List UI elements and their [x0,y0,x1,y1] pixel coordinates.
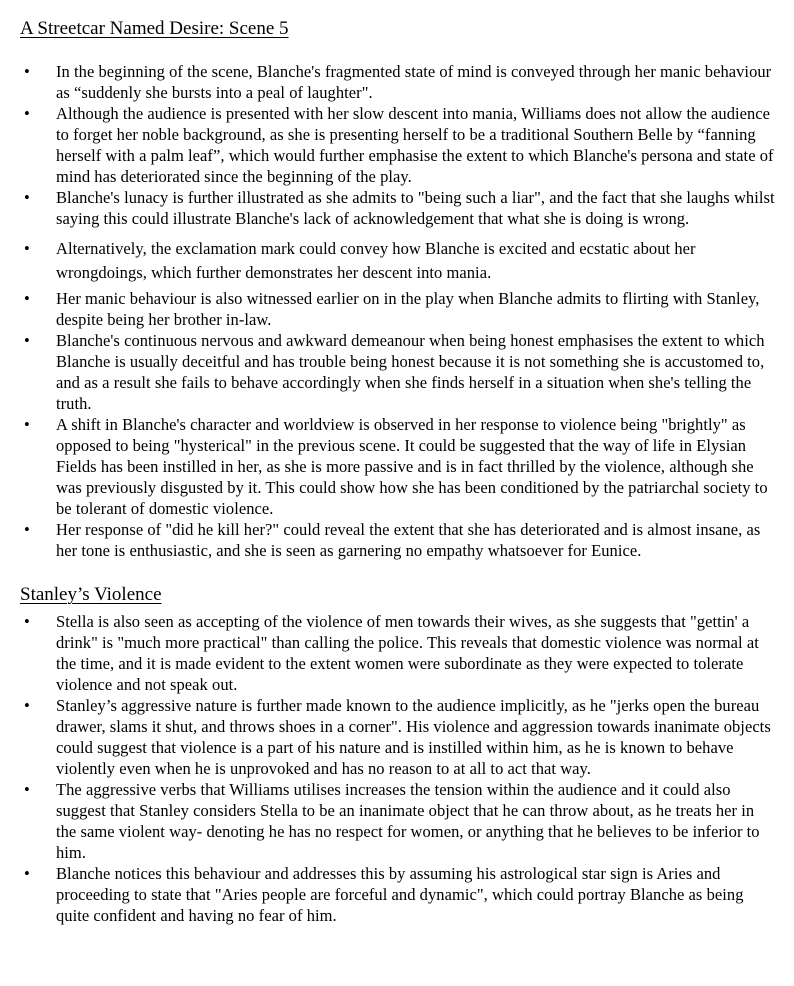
bullet-text: Blanche notices this behaviour and addresses this by assuming his astrological star sign is Aries and proceeding to state that "Aries people are forceful and dynamic", which could portray Blanche as being quite confident and having no fear of him. [56,864,744,925]
bullet-glyph: • [24,520,30,539]
bullet-item [20,187,777,229]
bullet-text: In the beginning of the scene, Blanche's fragmented state of mind is conveyed through her manic behaviour as “suddenly she bursts into a peal of laughter". [56,62,772,102]
bullet-item [20,330,777,414]
bullet-glyph: • [24,696,30,715]
bullet-text: Blanche's continuous nervous and awkward demeanour when being honest emphasises the extent to which Blanche is usually deceitful and has trouble being honest because it is not something she is accustomed to, and as a result she fails to behave accordingly when she finds herself in a situation when she's telling the truth. [56,331,765,413]
bullet-item [20,695,777,779]
bullet-glyph: • [24,62,30,81]
bullet-glyph: • [24,331,30,350]
bullet-text: Although the audience is presented with her slow descent into mania, Williams does not allow the audience to forget her noble background, as she is presenting herself to be a traditional Southern Belle by “fanning herself with a palm leaf”, which would further emphasise the extent to which Blanche's persona and state of mind has deteriorated since the beginning of the play. [56,104,774,186]
bullet-item [20,779,777,863]
bullet-text: Alternatively, the exclamation mark could convey how Blanche is excited and ecstatic about her wrongdoings, which further demonstrates her descent into mania. [56,239,696,282]
bullet-text: Her response of "did he kill her?" could reveal the extent that she has deteriorated and is almost insane, as her tone is enthusiastic, and she is seen as garnering no empathy whatsoever for Eunice. [56,520,761,560]
bullet-item [20,863,777,926]
section-title-stanleys-violence: Stanley’s Violence [20,584,162,605]
bullet-text: Stella is also seen as accepting of the violence of men towards their wives, as she suggests that "gettin' a drink" is "much more practical" than calling the police. This reveals that domestic violence was normal at the time, and it is made evident to the extent women were subordinate as they were expected to tolerate violence and not speak out. [56,612,759,694]
bullet-glyph: • [24,188,30,207]
bullet-list-stanleys-violence [20,611,777,926]
bullet-item [20,103,777,187]
bullet-text: A shift in Blanche's character and worldview is observed in her response to violence being "brightly" as opposed to being "hysterical" in the previous scene. It could be suggested that the way of life in Elysian Fields has been instilled in her, as she is more passive and is in fact thrilled by the violence, although she was previously disgusted by it. This could show how she has been conditioned by the patriarchal society to be tolerant of domestic violence. [56,415,768,518]
bullet-item [20,611,777,695]
bullet-item [20,237,777,285]
bullet-text: The aggressive verbs that Williams utilises increases the tension within the audience and it could also suggest that Stanley considers Stella to be an inanimate object that he can throw about, as he treats her in the same violent way- denoting he has no respect for women, or anything that he believes to be inferior to him. [56,780,760,862]
bullet-glyph: • [24,415,30,434]
bullet-text: Stanley’s aggressive nature is further made known to the audience implicitly, as he "jerks open the bureau drawer, slams it shut, and throws shoes in a corner". His violence and aggression towards inanimate objects could suggest that violence is a part of his nature and is instilled within him, as he is known to behave violently even when he is unprovoked and has no reason to at all to act that way. [56,696,771,778]
bullet-item [20,288,777,330]
bullet-text: Blanche's lunacy is further illustrated as she admits to "being such a liar", and the fact that she laughs whilst saying this could illustrate Blanche's lack of acknowledgement that what she is doing is wrong. [56,188,775,228]
bullet-glyph: • [24,864,30,883]
bullet-glyph: • [24,104,30,123]
bullet-item [20,414,777,519]
bullet-item [20,519,777,561]
bullet-glyph: • [24,780,30,799]
bullet-glyph: • [24,612,30,631]
section-title-scene-5: A Streetcar Named Desire: Scene 5 [20,18,289,39]
bullet-text: Her manic behaviour is also witnessed earlier on in the play when Blanche admits to flirting with Stanley, despite being her brother in-law. [56,289,760,329]
bullet-glyph: • [24,239,30,258]
bullet-item [20,61,777,103]
bullet-list-scene-5 [20,61,777,561]
bullet-glyph: • [24,289,30,308]
